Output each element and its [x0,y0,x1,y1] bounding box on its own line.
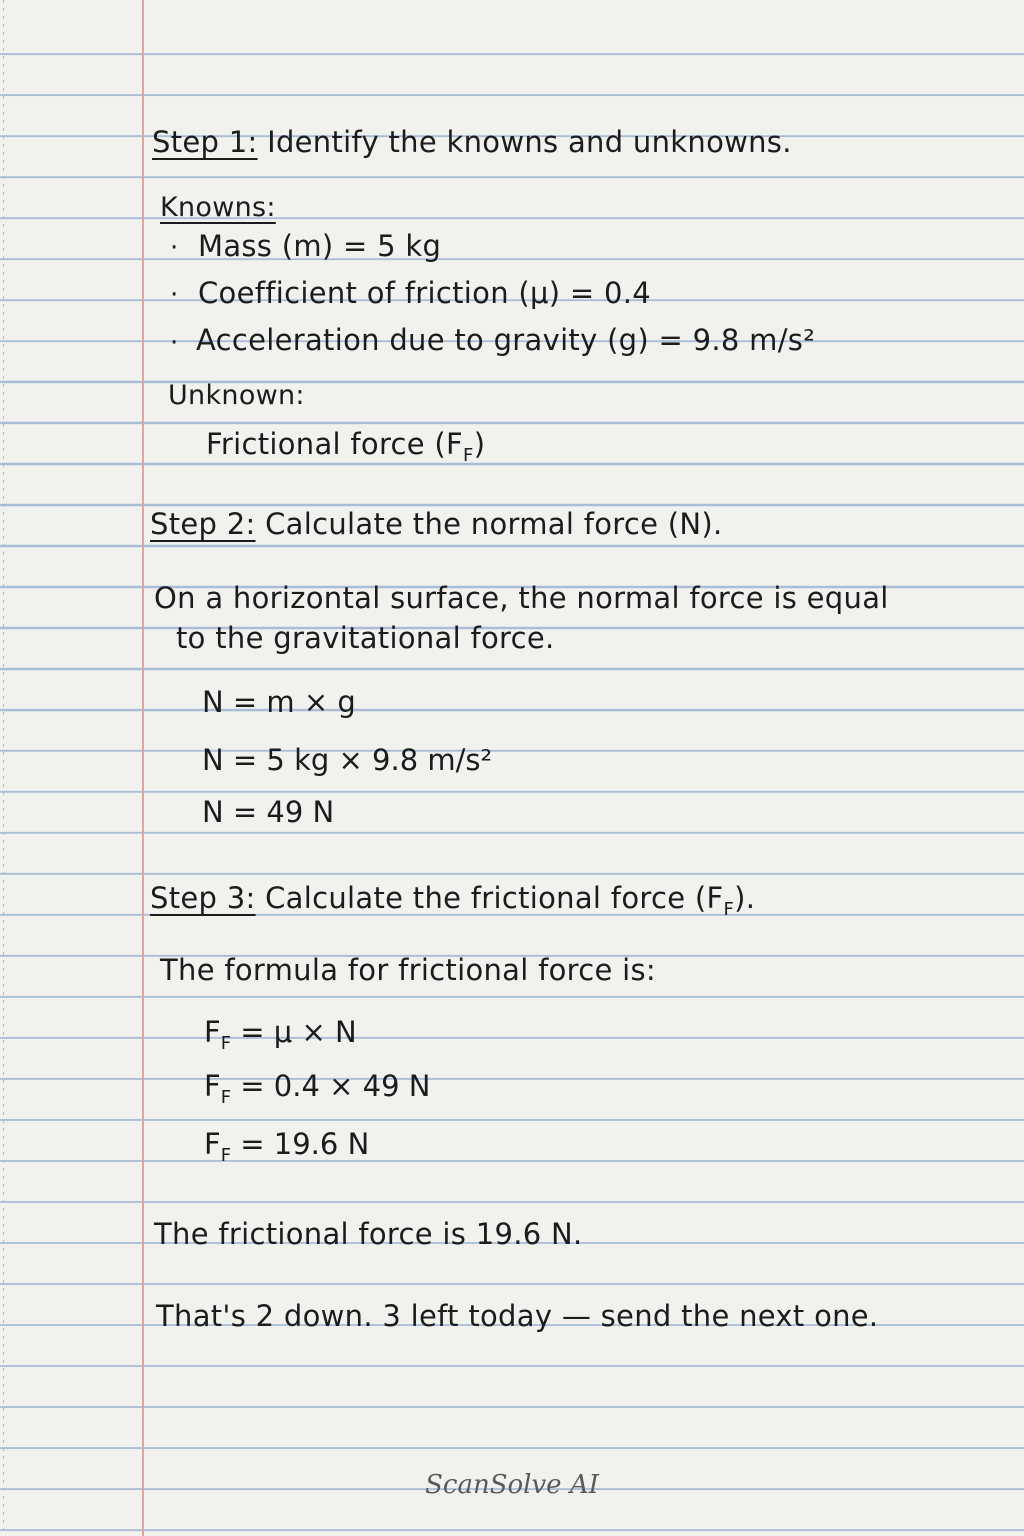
normal-force-equation: N = 5 kg × 9.8 m/s² [202,743,493,777]
step3-text-end: ). [734,881,756,915]
step2-explanation-line1: On a horizontal surface, the normal force is equal [154,581,889,615]
step2-label: Step 2: [150,507,256,541]
step1-heading [152,124,792,160]
normal-force-result: N = 49 N [202,795,335,829]
unknown-close: ) [473,427,486,461]
unknown-heading: Unknown: [168,380,305,411]
equation-rhs: = 0.4 × 49 N [240,1069,431,1103]
known-item: Mass (m) = 5 kg [198,229,442,263]
friction-equation [204,1014,357,1062]
step1-text: Identify the knowns and unknowns. [267,125,792,159]
equation-subscript: F [220,1086,232,1108]
step3-text: Calculate the frictional force (F [265,881,724,915]
bullet-icon: · [170,280,179,310]
page-edge [3,0,4,1536]
normal-force-equation: N = m × g [202,685,356,719]
knowns-heading: Knowns: [160,192,276,223]
friction-equation [204,1068,430,1116]
conclusion: The frictional force is 19.6 N. [154,1217,583,1251]
bullet-icon: · [170,233,179,263]
equation-lhs: F [204,1127,221,1161]
step2-text: Calculate the normal force (N). [265,507,723,541]
equation-rhs: = 19.6 N [240,1127,370,1161]
known-item: Coefficient of friction (μ) = 0.4 [198,276,652,310]
equation-lhs: F [204,1069,221,1103]
step3-heading [150,880,755,928]
step3-label: Step 3: [150,881,256,915]
unknown-value [206,426,485,474]
step1-label: Step 1: [152,125,258,159]
closing-note: That's 2 down. 3 left today — send the next one. [156,1299,879,1333]
friction-result [204,1126,369,1174]
equation-lhs: F [204,1015,221,1049]
equation-subscript: F [220,1032,232,1054]
known-item: Acceleration due to gravity (g) = 9.8 m/s² [196,323,816,357]
formula-intro: The formula for frictional force is: [160,953,656,987]
unknown-text: Frictional force (F [206,427,464,461]
step2-explanation-line2: to the gravitational force. [176,621,555,655]
step2-heading [150,506,723,542]
footer-brand: ScanSolve AI [425,1470,599,1500]
unknown-subscript: F [463,444,474,466]
margin-line [142,0,144,1536]
equation-subscript: F [220,1144,232,1166]
equation-rhs: = μ × N [240,1015,357,1049]
step3-subscript: F [723,898,735,920]
bullet-icon: · [170,328,179,358]
